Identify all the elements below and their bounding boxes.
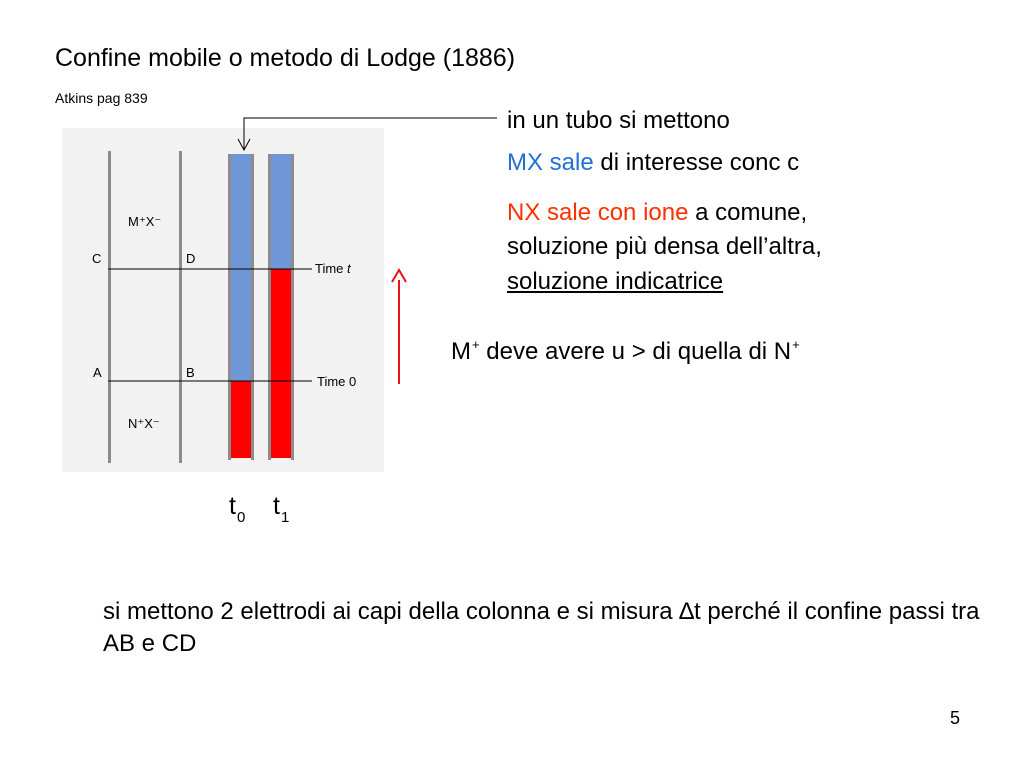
page-number: 5 [950,708,961,728]
mx-salt-label: MX sale [507,149,594,176]
mobility-comparison: M+ deve avere u > di quella di N+ [451,337,800,365]
bottom-explanation: si mettono 2 elettrodi ai capi della colonna e si misura ∆t perché il confine passi tra AB e CD [103,598,980,657]
tube-t0-left-wall [228,154,231,460]
tube-t1-red [271,269,291,458]
label-t1: $t_1$ [273,492,290,526]
desc-line-nx [507,201,807,225]
label-b: B [186,365,195,380]
tube-t1-right-wall [291,154,294,460]
vessel-left-wall [108,151,111,463]
label-a: A [93,365,102,380]
tube-t0-right-wall [251,154,254,460]
desc-line-indicator: soluzione indicatrice [507,268,724,295]
label-d: D [186,251,196,266]
desc-line-tube: in un tubo si mettono [507,107,730,134]
mx-salt-rest: di interesse conc c [593,149,800,176]
tube-t0-red [231,381,251,458]
vessel-right-wall [179,151,182,463]
nx-salt-rest: a comune, [688,199,808,226]
label-bottom-solution: N⁺X⁻ [128,416,160,431]
label-top-solution: M⁺X⁻ [128,214,162,229]
desc-line-mx [507,151,799,175]
label-c: C [92,251,102,266]
label-time-0: Time 0 [317,374,357,389]
slide-title: Confine mobile o metodo di Lodge (1886) [55,44,516,72]
tube-t1-left-wall [268,154,271,460]
nx-salt-label: NX sale con ione [507,199,689,226]
tube-t0-blue [231,154,251,381]
label-time-t: Time t [315,261,351,276]
tube-t1-blue [271,154,291,269]
reference-note: Atkins pag 839 [55,90,148,106]
desc-line-denser: soluzione più densa dell’altra, [507,233,822,260]
label-t0: $t_0$ [229,492,246,526]
